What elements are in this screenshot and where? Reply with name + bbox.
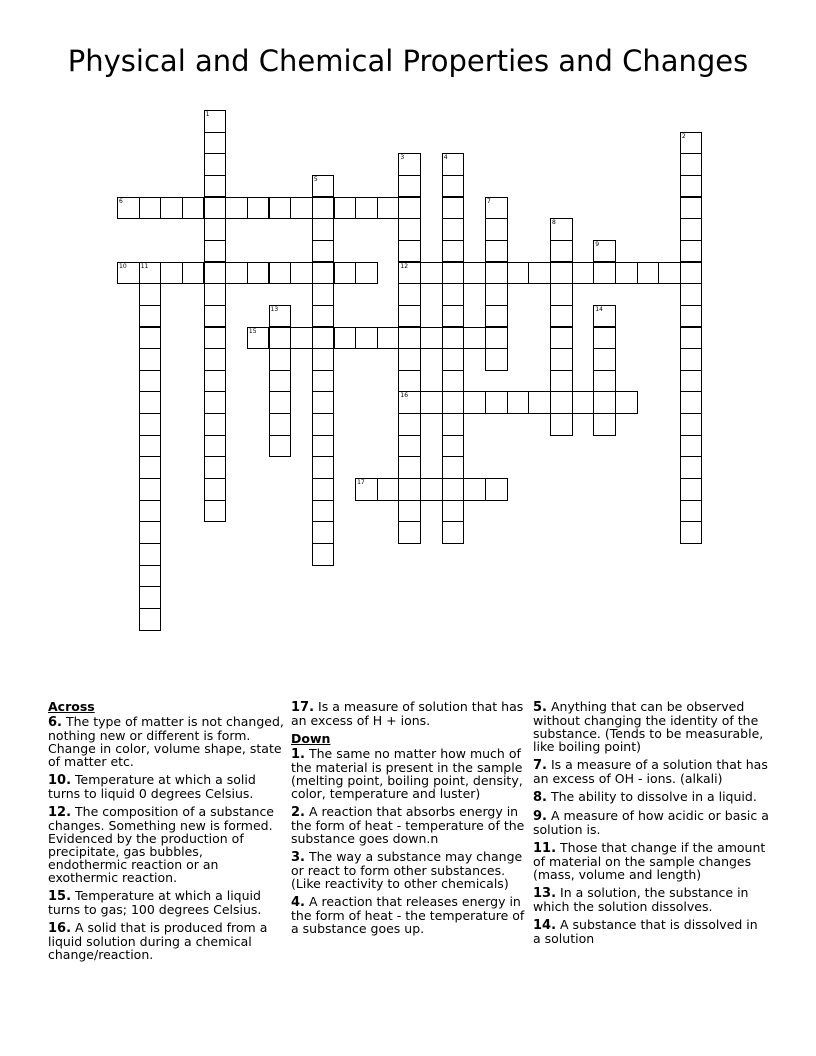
grid-cell[interactable] [528,391,551,414]
grid-cell[interactable] [680,500,703,523]
grid-cell[interactable] [269,391,292,414]
clues-column-1 [48,700,284,966]
grid-cell[interactable] [398,478,421,501]
cell-number: 1 [205,111,210,118]
grid-cell[interactable] [139,543,162,566]
grid-cell[interactable] [442,456,465,479]
grid-cell[interactable] [485,478,508,501]
cell-number: 5 [313,175,318,183]
grid-cell[interactable] [507,262,530,285]
grid-cell[interactable] [398,197,421,220]
cell-number: 2 [681,132,686,140]
clue-across-10: 10. Temperature at which a solid turns to liquid 0 degrees Celsius. [48,772,256,801]
grid-cell[interactable] [442,240,465,263]
grid-cell[interactable] [550,348,573,371]
grid-cell[interactable] [312,478,335,501]
clue-down-3: 3. The way a substance may change or react to form other substances. (Like reactivity to other chemicals) [291,849,523,891]
grid-cell[interactable] [204,478,227,501]
grid-cell[interactable] [593,262,616,285]
grid-cell[interactable] [204,262,227,285]
cell-number: 7 [487,197,491,205]
grid-cell[interactable] [139,456,162,479]
grid-cell[interactable] [528,262,551,285]
grid-cell[interactable] [312,240,335,263]
clue-across-15: 15. Temperature at which a liquid turns to gas; 100 degrees Celsius. [48,888,262,917]
grid-cell[interactable] [247,197,270,220]
grid-cell[interactable] [680,456,703,479]
grid-cell[interactable] [550,283,573,306]
cell-number: 14 [595,305,603,313]
grid-cell[interactable] [442,521,465,544]
grid-cell[interactable] [139,500,162,523]
grid-cell[interactable] [442,283,465,306]
grid-cell[interactable] [204,197,227,220]
grid-cell[interactable] [312,218,335,241]
grid-cell[interactable] [507,391,530,414]
grid-cell[interactable] [225,197,248,220]
grid-cell[interactable] [377,478,400,501]
clue-down-7: 7. Is a measure of a solution that has an excess of OH - ions. (alkali) [533,757,768,786]
grid-cell[interactable] [550,305,573,328]
clue-down-11: 11. Those that change if the amount of material on the sample changes (mass, volume and length) [533,840,766,882]
grid-cell[interactable] [550,391,573,414]
grid-cell[interactable] [485,262,508,285]
grid-cell[interactable] [442,305,465,328]
grid-cell[interactable] [334,197,357,220]
grid-cell[interactable] [680,413,703,436]
grid-cell[interactable] [334,327,357,350]
grid-cell[interactable] [398,435,421,458]
grid-cell[interactable] [204,218,227,241]
grid-cell[interactable] [204,175,227,198]
grid-cell[interactable] [680,262,703,285]
grid-cell[interactable] [463,262,486,285]
grid-cell[interactable] [312,456,335,479]
clue-down-9: 9. A measure of how acidic or basic a solution is. [533,808,769,837]
grid-cell[interactable] [550,218,573,241]
grid-cell[interactable] [442,218,465,241]
clue-down-2: 2. A reaction that absorbs energy in the form of heat - temperature of the substance goes down.n [291,804,525,846]
grid-cell[interactable] [398,240,421,263]
grid-cell[interactable] [680,132,703,155]
grid-cell[interactable] [139,586,162,609]
grid-cell[interactable] [550,327,573,350]
grid-cell[interactable] [334,262,357,285]
grid-cell[interactable] [485,240,508,263]
clue-across-12: 12. The composition of a substance changes. Something new is formed. Evidenced by the production of precipitate, gas bubbles, endothermic reaction or an exothermic reaction. [48,804,275,885]
grid-cell[interactable] [290,327,313,350]
grid-cell[interactable] [139,305,162,328]
clue-down-13: 13. In a solution, the substance in which the solution dissolves. [533,885,749,914]
grid-cell[interactable] [485,283,508,306]
grid-cell[interactable] [355,262,378,285]
cell-number: 4 [443,154,448,162]
cell-number: 8 [552,219,556,227]
cell-number: 3 [400,154,405,162]
grid-cell[interactable] [204,283,227,306]
grid-cell[interactable] [615,262,638,285]
grid-cell[interactable] [312,283,335,306]
grid-cell[interactable] [485,327,508,350]
grid-cell[interactable] [593,391,616,414]
grid-cell[interactable] [680,348,703,371]
cell-number: 6 [119,197,123,205]
grid-cell[interactable] [247,262,270,285]
grid-cell[interactable] [355,478,378,501]
clue-across-16: 16. A solid that is produced from a liquid solution during a chemical change/reaction. [48,920,268,962]
grid-cell[interactable] [398,348,421,371]
grid-cell[interactable] [290,197,313,220]
grid-cell[interactable] [269,370,292,393]
grid-cell[interactable] [550,262,573,285]
grid-cell[interactable] [550,413,573,436]
grid-cell[interactable] [139,283,162,306]
grid-cell[interactable] [593,413,616,436]
grid-cell[interactable] [204,413,227,436]
grid-cell[interactable] [269,305,292,328]
puzzle-title: Physical and Chemical Properties and Changes [67,44,749,78]
grid-cell[interactable] [204,370,227,393]
grid-cell[interactable] [442,348,465,371]
grid-cell[interactable] [398,370,421,393]
grid-cell[interactable] [204,153,227,176]
grid-cell[interactable] [269,413,292,436]
grid-cell[interactable] [485,197,508,220]
grid-cell[interactable] [377,327,400,350]
grid-cell[interactable] [204,500,227,523]
cell-number: 11 [140,262,149,270]
grid-cell[interactable] [204,110,227,133]
grid-cell[interactable] [593,370,616,393]
grid-cell[interactable] [680,305,703,328]
grid-cell[interactable] [139,413,162,436]
grid-cell[interactable] [680,521,703,544]
grid-cell[interactable] [117,262,140,285]
clue-across-17: 17. Is a measure of solution that has an excess of H + ions. [291,699,524,728]
cell-number: 12 [400,262,409,270]
grid-cell[interactable] [312,305,335,328]
grid-cell[interactable] [269,197,292,220]
grid-cell[interactable] [355,197,378,220]
clue-down-8: 8. The ability to dissolve in a liquid. [533,789,757,805]
grid-cell[interactable] [204,456,227,479]
grid-cell[interactable] [442,370,465,393]
grid-cell[interactable] [398,327,421,350]
grid-cell[interactable] [312,413,335,436]
grid-cell[interactable] [312,543,335,566]
grid-cell[interactable] [398,175,421,198]
grid-cell[interactable] [463,391,486,414]
grid-cell[interactable] [204,435,227,458]
grid-cell[interactable] [139,348,162,371]
grid-cell[interactable] [312,370,335,393]
grid-cell[interactable] [355,327,378,350]
grid-cell[interactable] [680,175,703,198]
grid-cell[interactable] [463,478,486,501]
grid-cell[interactable] [593,348,616,371]
cell-number: 13 [270,305,279,313]
grid-cell[interactable] [139,608,162,631]
grid-cell[interactable] [572,262,595,285]
grid-cell[interactable] [420,327,443,350]
cell-number: 15 [248,327,257,335]
grid-cell[interactable] [160,197,183,220]
grid-cell[interactable] [225,262,248,285]
grid-cell[interactable] [680,153,703,176]
grid-cell[interactable] [247,327,270,350]
grid-cell[interactable] [680,370,703,393]
clues-column-2 [291,700,527,940]
across-heading: Across [48,699,95,714]
grid-cell[interactable] [398,391,421,414]
grid-cell[interactable] [637,262,660,285]
grid-cell[interactable] [420,391,443,414]
grid-cell[interactable] [658,262,681,285]
grid-cell[interactable] [269,262,292,285]
grid-cell[interactable] [139,478,162,501]
cell-number: 9 [595,240,600,248]
grid-cell[interactable] [139,565,162,588]
grid-cell[interactable] [204,327,227,350]
grid-cell[interactable] [442,478,465,501]
grid-cell[interactable] [398,283,421,306]
grid-cell[interactable] [442,391,465,414]
grid-cell[interactable] [398,500,421,523]
grid-cell[interactable] [398,218,421,241]
grid-cell[interactable] [550,370,573,393]
grid-cell[interactable] [312,500,335,523]
grid-cell[interactable] [312,175,335,198]
grid-cell[interactable] [442,175,465,198]
grid-cell[interactable] [269,435,292,458]
grid-cell[interactable] [398,262,421,285]
grid-cell[interactable] [485,218,508,241]
grid-cell[interactable] [139,197,162,220]
cell-number: 16 [400,392,409,400]
grid-cell[interactable] [572,391,595,414]
grid-cell[interactable] [485,391,508,414]
grid-cell[interactable] [204,240,227,263]
grid-cell[interactable] [312,262,335,285]
grid-cell[interactable] [182,262,205,285]
down-heading: Down [291,731,331,746]
grid-cell[interactable] [398,521,421,544]
grid-cell[interactable] [463,327,486,350]
grid-cell[interactable] [398,456,421,479]
grid-cell[interactable] [139,435,162,458]
grid-cell[interactable] [680,197,703,220]
grid-cell[interactable] [615,391,638,414]
grid-cell[interactable] [182,197,205,220]
clues-column-3 [533,700,769,950]
grid-cell[interactable] [269,348,292,371]
grid-cell[interactable] [139,327,162,350]
clue-across-6: 6. The type of matter is not changed, nothing new or different is form. Change in color, volume shape, state of matter etc. [48,714,284,769]
grid-cell[interactable] [485,305,508,328]
grid-cell[interactable] [442,262,465,285]
grid-cell[interactable] [442,435,465,458]
grid-cell[interactable] [593,240,616,263]
grid-cell[interactable] [398,153,421,176]
grid-cell[interactable] [680,478,703,501]
grid-cell[interactable] [160,262,183,285]
grid-cell[interactable] [442,197,465,220]
grid-cell[interactable] [442,327,465,350]
clue-down-4: 4. A reaction that releases energy in the form of heat - the temperature of a substance goes up. [291,894,525,936]
grid-cell[interactable] [377,197,400,220]
grid-cell[interactable] [312,327,335,350]
grid-cell[interactable] [269,327,292,350]
grid-cell[interactable] [290,262,313,285]
grid-cell[interactable] [680,327,703,350]
grid-cell[interactable] [485,348,508,371]
grid-cell[interactable] [312,435,335,458]
grid-cell[interactable] [312,391,335,414]
grid-cell[interactable] [312,197,335,220]
grid-cell[interactable] [550,240,573,263]
grid-cell[interactable] [420,262,443,285]
clue-down-5: 5. Anything that can be observed without changing the identity of the substance. (Tends to be measurable, like boiling point) [533,699,764,754]
grid-cell[interactable] [680,283,703,306]
grid-cell[interactable] [593,305,616,328]
cell-number: 17 [357,479,365,486]
grid-cell[interactable] [204,305,227,328]
grid-cell[interactable] [680,435,703,458]
grid-cell[interactable] [680,218,703,241]
grid-cell[interactable] [593,327,616,350]
grid-cell[interactable] [139,262,162,285]
grid-cell[interactable] [420,478,443,501]
grid-cell[interactable] [139,370,162,393]
grid-cell[interactable] [398,413,421,436]
grid-cell[interactable] [680,391,703,414]
grid-cell[interactable] [680,240,703,263]
cell-number: 10 [119,262,127,270]
grid-cell[interactable] [139,391,162,414]
grid-cell[interactable] [139,521,162,544]
grid-cell[interactable] [117,197,140,220]
grid-cell[interactable] [312,348,335,371]
grid-cell[interactable] [442,500,465,523]
grid-cell[interactable] [204,132,227,155]
clue-down-1: 1. The same no matter how much of the material is present in the sample (melting point, boiling point, density, color, temperature and luster) [291,746,523,801]
grid-cell[interactable] [312,521,335,544]
clue-down-14: 14. A substance that is dissolved in a solution [533,917,758,946]
grid-cell[interactable] [442,153,465,176]
grid-cell[interactable] [398,305,421,328]
grid-cell[interactable] [204,391,227,414]
grid-cell[interactable] [204,348,227,371]
grid-cell[interactable] [442,413,465,436]
